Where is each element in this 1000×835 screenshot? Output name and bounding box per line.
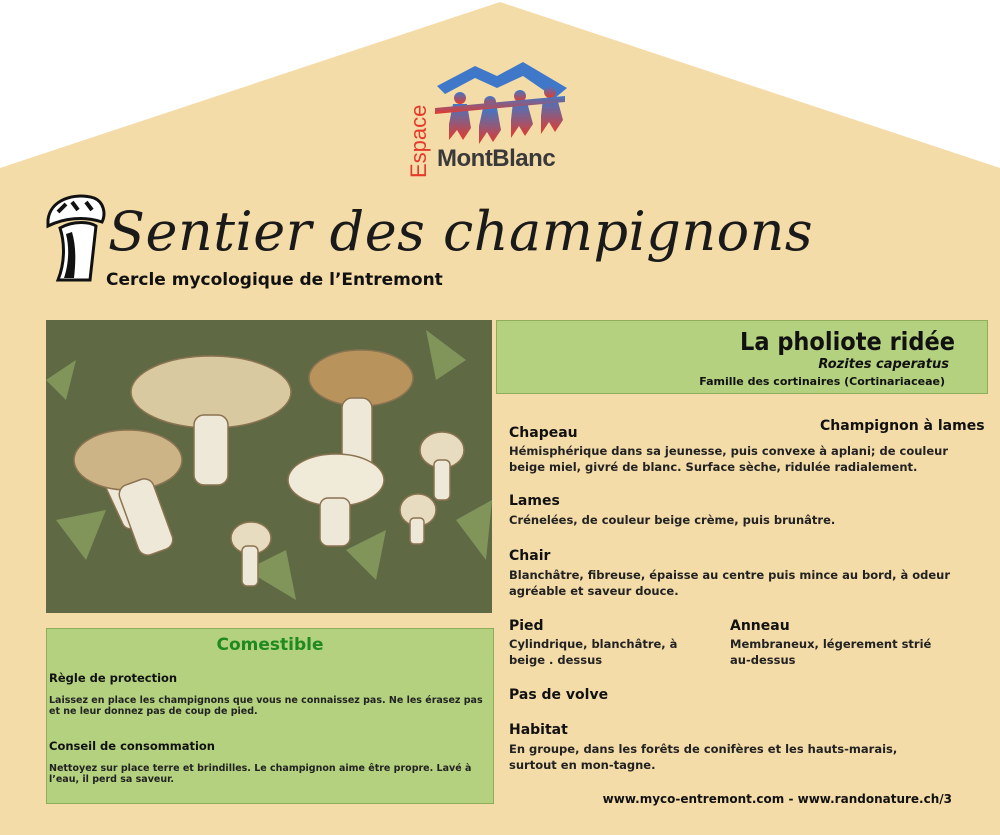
anneau-text: Membraneux, légerement strié au-dessus — [730, 637, 932, 667]
chair-text: Blanchâtre, fibreuse, épaisse au centre puis mince au bord, à odeur agréable et saveur douce. — [509, 568, 950, 598]
advice-title: Conseil de consommation — [49, 739, 215, 753]
mushroom-photo — [46, 320, 492, 613]
logo-montblanc-text: MontBlanc — [437, 145, 556, 172]
species-family: Famille des cortinaires (Cortinariaceae) — [699, 375, 945, 388]
species-latin-name: Rozites caperatus — [818, 357, 949, 372]
volve-title: Pas de volve — [509, 687, 609, 703]
species-category: Champignon à lames — [820, 418, 985, 434]
pied-text: Cylindrique, blanchâtre, à beige . dessus — [509, 637, 678, 667]
logo-espace-text — [404, 80, 434, 180]
advice-text: Nettoyez sur place terre et brindilles. Le champignon aime être propre. Lavé à l’eau, il perd sa saveur. — [49, 763, 472, 785]
svg-text:Espace: Espace — [406, 104, 431, 178]
chair-title: Chair — [509, 548, 551, 564]
chapeau-text: Hémisphérique dans sa jeunesse, puis convexe à aplani; de couleur beige miel, givré de blanc. Surface sèche, ridulée radialement. — [509, 444, 949, 474]
page-title: Sentier des champignons — [108, 200, 814, 263]
page-subtitle: Cercle mycologique de l’Entremont — [106, 270, 443, 290]
edibility-status: Comestible — [216, 635, 324, 655]
footer-links[interactable]: www.myco-entremont.com - www.randonature.ch/3 — [602, 792, 952, 806]
species-name: La pholiote ridée — [739, 327, 955, 356]
edibility-box — [46, 628, 494, 804]
chapeau-title: Chapeau — [509, 425, 578, 441]
lames-text: Crénelées, de couleur beige crème, puis brunâtre. — [509, 513, 836, 527]
species-header-box — [496, 320, 988, 394]
mushroom-icon — [44, 190, 106, 285]
habitat-text: En groupe, dans les forêts de conifères et les hauts-marais, surtout en mon-tagne. — [509, 742, 898, 772]
lames-title: Lames — [509, 493, 560, 509]
anneau-title: Anneau — [730, 618, 790, 634]
protection-text: Laissez en place les champignons que vous ne connaissez pas. Ne les érasez pas et ne leur donnez pas de coup de pied. — [49, 695, 483, 717]
habitat-title: Habitat — [509, 722, 568, 738]
protection-title: Règle de protection — [49, 671, 178, 685]
pied-title: Pied — [509, 618, 544, 634]
